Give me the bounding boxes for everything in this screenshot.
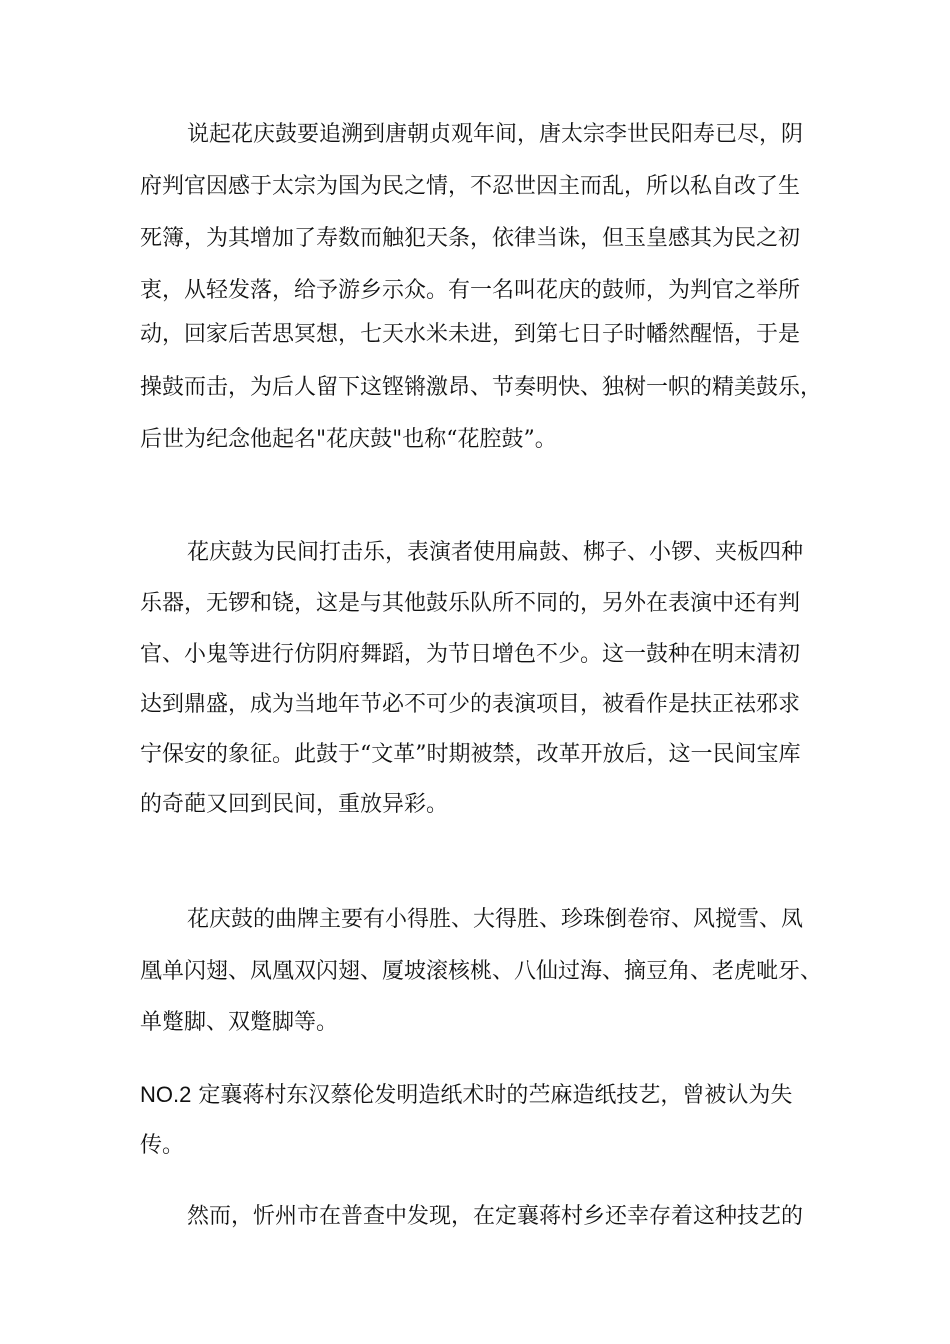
paragraph-1-line-4: 衷，从轻发落，给予游乡示众。有一名叫花庆的鼓师，为判官之举所 [140,278,801,303]
section-no2-line-1 [140,1080,792,1110]
paragraph-1-line-7: 后世为纪念他起名"花庆鼓"也称“花腔鼓”。 [140,427,557,452]
paragraph-3-line-3: 单蹩脚、双蹩脚等。 [140,1010,339,1035]
paragraph-4-line-1: 然而，忻州市在普查中发现，在定襄蒋村乡还幸存着这种技艺的 [187,1204,804,1229]
paragraph-2-line-1: 花庆鼓为民间打击乐，表演者使用扁鼓、梆子、小锣、夹板四种 [187,540,804,565]
section-no2-line-2: 传。 [140,1133,185,1158]
paragraph-1-line-6: 操鼓而击，为后人留下这铿锵激昂、节奏明快、独树一帜的精美鼓乐， [140,375,823,400]
paragraph-2-line-2: 乐器，无锣和铙，这是与其他鼓乐队所不同的，另外在表演中还有判 [140,591,801,616]
paragraph-3-line-1: 花庆鼓的曲牌主要有小得胜、大得胜、珍珠倒卷帘、风搅雪、凤 [187,907,804,932]
paragraph-1-line-5: 动，回家后苦思冥想，七天水米未进，到第七日子时幡然醒悟，于是 [140,322,801,347]
paragraph-1-line-2: 府判官因感于太宗为国为民之情，不忍世因主而乱，所以私自改了生 [140,174,801,199]
paragraph-1-line-1: 说起花庆鼓要追溯到唐朝贞观年间，唐太宗李世民阳寿已尽，阴 [187,122,804,147]
section-heading-text: 定襄蒋村东汉蔡伦发明造纸术时的苎麻造纸技艺，曾被认为失 [198,1083,793,1108]
paragraph-3-line-2: 凰单闪翅、凤凰双闪翅、厦坡滚核桃、八仙过海、摘豆角、老虎呲牙、 [140,959,823,984]
paragraph-2-line-4: 达到鼎盛，成为当地年节必不可少的表演项目，被看作是扶正祛邪求 [140,692,801,717]
paragraph-2-line-6: 的奇葩又回到民间，重放异彩。 [140,792,449,817]
section-number: NO.2 [140,1082,192,1107]
paragraph-2-line-3: 官、小鬼等进行仿阴府舞蹈，为节日增色不少。这一鼓种在明末清初 [140,642,801,667]
paragraph-1-line-3: 死簿，为其增加了寿数而触犯天条，依律当诛，但玉皇感其为民之初 [140,226,801,251]
paragraph-2-line-5: 宁保安的象征。此鼓于“文革”时期被禁，改革开放后，这一民间宝库 [140,742,801,767]
